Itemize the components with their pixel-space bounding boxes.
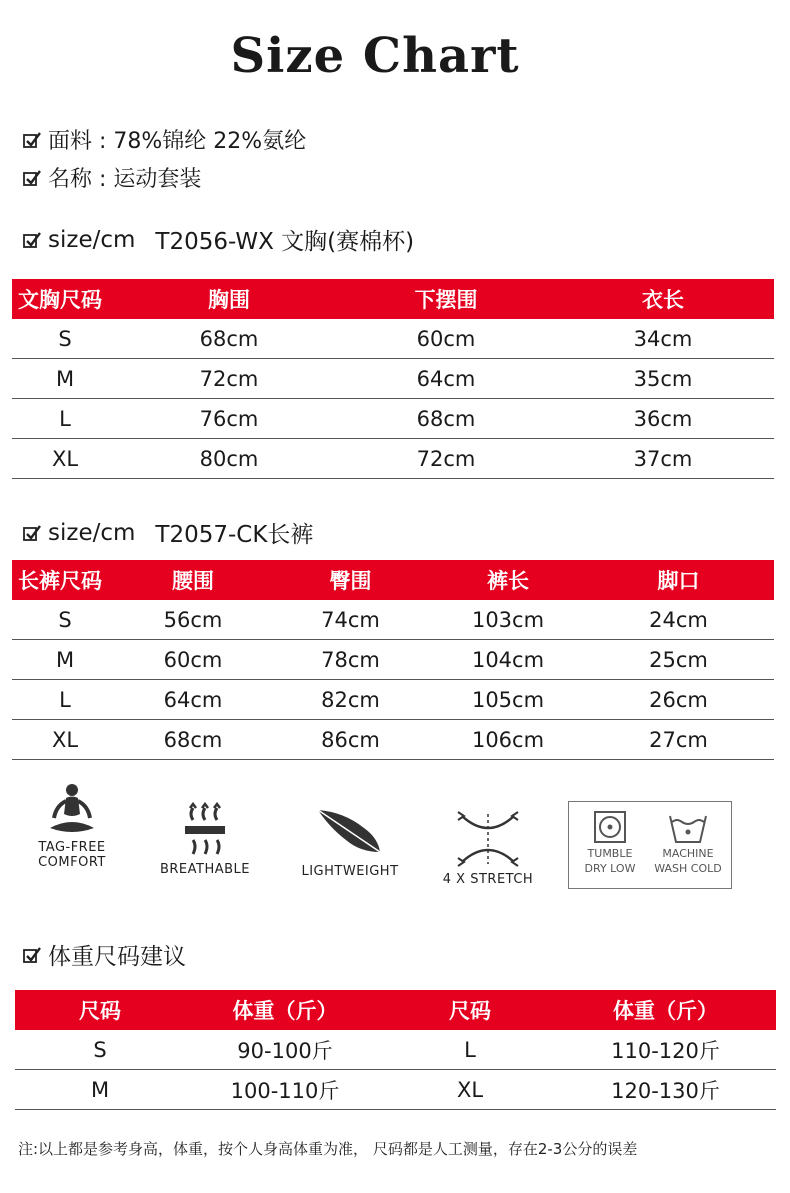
size-cell: L bbox=[12, 680, 118, 720]
table-row bbox=[15, 1030, 776, 1070]
care-label: MACHINE bbox=[662, 847, 714, 860]
value-cell: 34cm bbox=[552, 319, 774, 359]
value-cell: 35cm bbox=[552, 359, 774, 399]
table-header-row bbox=[12, 279, 774, 319]
header-cell: 胸围 bbox=[118, 279, 340, 319]
size-cell: XL bbox=[12, 720, 118, 760]
size-cell: L bbox=[385, 1030, 555, 1070]
checkbox-icon bbox=[22, 230, 42, 250]
page-title: Size Chart bbox=[230, 28, 520, 84]
value-cell: 72cm bbox=[340, 439, 552, 479]
unit-label: size/cm bbox=[48, 519, 136, 546]
value-cell: 105cm bbox=[433, 680, 583, 720]
weight-cell: 100-110斤 bbox=[185, 1070, 385, 1110]
stretch-feature bbox=[433, 810, 543, 887]
value-cell: 72cm bbox=[118, 359, 340, 399]
table-row bbox=[12, 319, 774, 359]
value-cell: 78cm bbox=[268, 640, 433, 680]
four-way-stretch-icon bbox=[452, 810, 524, 868]
size-cell: M bbox=[12, 640, 118, 680]
size-cell: L bbox=[12, 399, 118, 439]
size-cell: XL bbox=[385, 1070, 555, 1110]
bra-size-table bbox=[12, 279, 774, 479]
value-cell: 68cm bbox=[118, 720, 268, 760]
value-cell: 60cm bbox=[118, 640, 268, 680]
section-title: 体重尺码建议 bbox=[48, 944, 186, 970]
value-cell: 27cm bbox=[583, 720, 774, 760]
weight-cell: 90-100斤 bbox=[185, 1030, 385, 1070]
fabric-text: 面料 : 78%锦纶 22%氨纶 bbox=[48, 129, 307, 154]
care-label: DRY LOW bbox=[584, 862, 636, 875]
table-row bbox=[12, 439, 774, 479]
feature-label: BREATHABLE bbox=[159, 862, 251, 877]
breathable-feature bbox=[150, 802, 260, 877]
lightweight-feature bbox=[290, 806, 410, 879]
size-cell: XL bbox=[12, 439, 118, 479]
checkbox-icon bbox=[22, 168, 42, 188]
fabric-line bbox=[22, 124, 306, 155]
table-header-row bbox=[12, 560, 774, 600]
name-line bbox=[22, 162, 201, 193]
unit-label: size/cm bbox=[48, 226, 136, 253]
value-cell: 74cm bbox=[268, 600, 433, 640]
bra-section-heading bbox=[22, 223, 414, 256]
footnote: 注:以上都是参考身高，体重，按个人身高体重为准， 尺码都是人工测量，存在2-3公分的误差 bbox=[18, 1140, 638, 1158]
header-cell: 臀围 bbox=[268, 560, 433, 600]
value-cell: 104cm bbox=[433, 640, 583, 680]
value-cell: 80cm bbox=[118, 439, 340, 479]
weight-size-table bbox=[15, 990, 776, 1110]
table-row bbox=[12, 720, 774, 760]
value-cell: 82cm bbox=[268, 680, 433, 720]
yoga-pose-icon bbox=[44, 782, 100, 840]
feature-icons-strip bbox=[0, 780, 790, 890]
value-cell: 64cm bbox=[340, 359, 552, 399]
feature-label: 4 X STRETCH bbox=[442, 872, 534, 887]
header-cell: 体重（斤） bbox=[185, 990, 385, 1030]
value-cell: 24cm bbox=[583, 600, 774, 640]
value-cell: 68cm bbox=[340, 399, 552, 439]
breathable-icon bbox=[179, 802, 231, 858]
checkbox-icon bbox=[22, 945, 42, 965]
table-header-row bbox=[15, 990, 776, 1030]
pants-size-table bbox=[12, 560, 774, 760]
tumble-dry-item bbox=[571, 810, 649, 876]
size-cell: S bbox=[15, 1030, 185, 1070]
feature-label: LIGHTWEIGHT bbox=[301, 864, 399, 879]
table-row bbox=[15, 1070, 776, 1110]
checkbox-icon bbox=[22, 523, 42, 543]
size-cell: M bbox=[12, 359, 118, 399]
value-cell: 37cm bbox=[552, 439, 774, 479]
tag-free-feature bbox=[22, 782, 122, 870]
table-row bbox=[12, 399, 774, 439]
value-cell: 64cm bbox=[118, 680, 268, 720]
checkbox-icon bbox=[22, 130, 42, 150]
value-cell: 60cm bbox=[340, 319, 552, 359]
header-cell: 脚口 bbox=[583, 560, 774, 600]
table-row bbox=[12, 600, 774, 640]
product-code: T2056-WX 文胸(赛棉杯) bbox=[155, 229, 415, 255]
weight-cell: 110-120斤 bbox=[555, 1030, 776, 1070]
feature-label: COMFORT bbox=[38, 855, 106, 870]
header-cell: 尺码 bbox=[15, 990, 185, 1030]
value-cell: 56cm bbox=[118, 600, 268, 640]
value-cell: 76cm bbox=[118, 399, 340, 439]
size-cell: S bbox=[12, 319, 118, 359]
header-cell: 裤长 bbox=[433, 560, 583, 600]
care-label: WASH COLD bbox=[654, 862, 722, 875]
table-row bbox=[12, 680, 774, 720]
value-cell: 86cm bbox=[268, 720, 433, 760]
value-cell: 68cm bbox=[118, 319, 340, 359]
table-row bbox=[12, 359, 774, 399]
product-code: T2057-CK长裤 bbox=[155, 522, 314, 548]
care-label: TUMBLE bbox=[587, 847, 633, 860]
feature-label: TAG-FREE bbox=[38, 840, 106, 855]
pants-section-heading bbox=[22, 516, 313, 549]
header-cell: 衣长 bbox=[552, 279, 774, 319]
name-text: 名称 : 运动套装 bbox=[48, 167, 202, 192]
size-cell: M bbox=[15, 1070, 185, 1110]
header-cell: 体重（斤） bbox=[555, 990, 776, 1030]
header-cell: 腰围 bbox=[118, 560, 268, 600]
header-cell: 下摆围 bbox=[340, 279, 552, 319]
tumble-dry-icon bbox=[593, 810, 627, 844]
value-cell: 103cm bbox=[433, 600, 583, 640]
value-cell: 26cm bbox=[583, 680, 774, 720]
table-row bbox=[12, 640, 774, 680]
wash-tub-icon bbox=[666, 810, 710, 844]
header-cell: 尺码 bbox=[385, 990, 555, 1030]
feather-icon bbox=[314, 806, 386, 856]
care-instructions-box bbox=[568, 801, 732, 889]
value-cell: 106cm bbox=[433, 720, 583, 760]
header-cell: 文胸尺码 bbox=[12, 279, 118, 319]
header-cell: 长裤尺码 bbox=[12, 560, 118, 600]
weight-cell: 120-130斤 bbox=[555, 1070, 776, 1110]
value-cell: 36cm bbox=[552, 399, 774, 439]
size-cell: S bbox=[12, 600, 118, 640]
value-cell: 25cm bbox=[583, 640, 774, 680]
machine-wash-item bbox=[649, 810, 727, 876]
weight-section-heading bbox=[22, 938, 186, 971]
